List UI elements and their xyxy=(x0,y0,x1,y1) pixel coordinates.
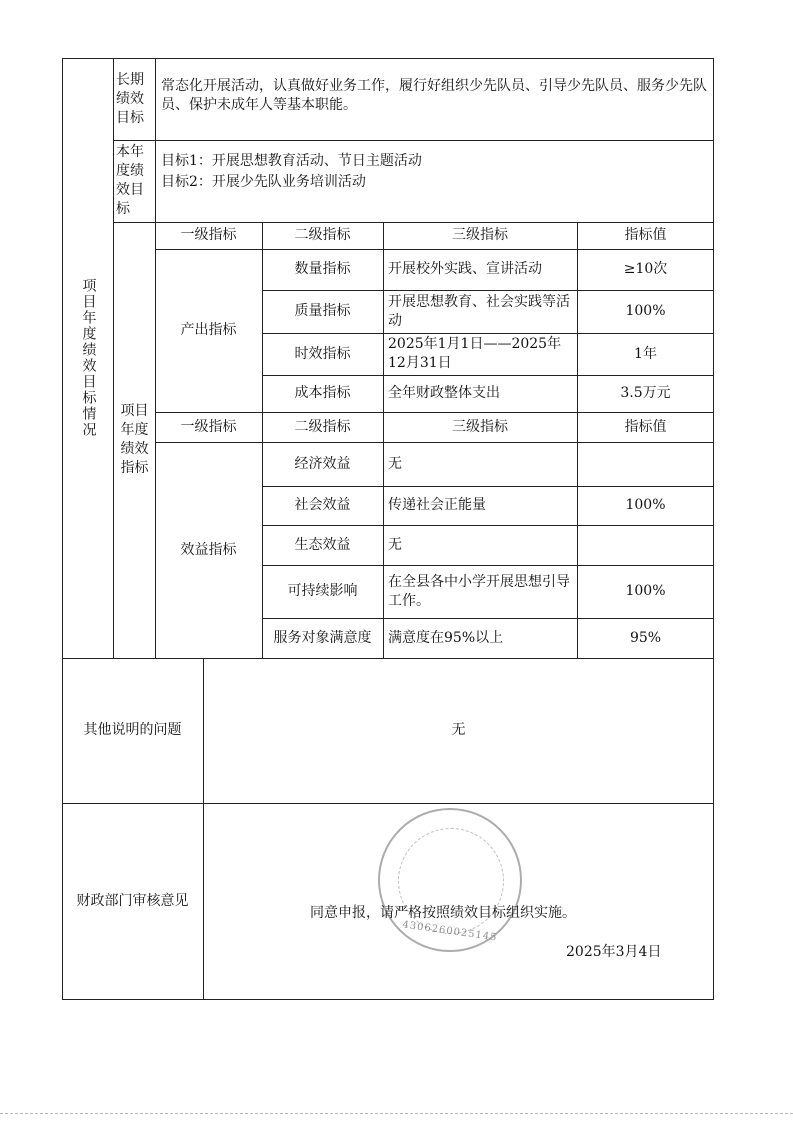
table-row-level3: 无 xyxy=(388,455,402,472)
table-row-value: 100% xyxy=(625,303,666,319)
header-level3: 三级指标 xyxy=(452,227,508,243)
divider xyxy=(113,140,714,141)
table-row-level3: 开展思想教育、社会实践等活动 xyxy=(388,293,570,329)
long-term-text: 常态化开展活动，认真做好业务工作，履行好组织少先队员、引导少先队员、服务少先队员、保护未成年人等基本职能。 xyxy=(161,78,707,113)
table-row-value: 1年 xyxy=(634,345,657,362)
section-title: 项目年度绩效目标情况 xyxy=(80,278,97,438)
satisfaction-level3: 满意度在95%以上 xyxy=(388,629,504,646)
annual-goal-2: 目标2：开展少先队业务培训活动 xyxy=(161,174,366,190)
seal-number: 4306260025145 xyxy=(401,919,499,944)
table-row-level2: 质量指标 xyxy=(294,303,351,319)
long-term-label-cell xyxy=(116,64,152,134)
finance-label: 财政部门审核意见 xyxy=(76,893,189,909)
table-row-value: 100% xyxy=(625,497,666,513)
output-level1: 产出指标 xyxy=(180,322,237,338)
satisfaction-value: 95% xyxy=(629,629,662,646)
header-value: 指标值 xyxy=(624,227,667,243)
header-level1: 一级指标 xyxy=(180,227,237,243)
table-row-level2: 可持续影响 xyxy=(287,583,358,599)
annual-label-cell xyxy=(116,144,152,218)
table-row-level3: 2025年1月1日——2025年12月31日 xyxy=(388,336,562,371)
indicators-label-cell xyxy=(114,222,155,658)
table-row-level3: 开展校外实践、宣讲活动 xyxy=(388,261,542,277)
annual-label: 本年度绩效目标 xyxy=(116,144,144,217)
header-level2: 二级指标 xyxy=(294,227,351,243)
table-row-level2: 数量指标 xyxy=(294,261,351,277)
table-row-level3: 全年财政整体支出 xyxy=(388,385,500,401)
finance-opinion: 同意申报，请严格按照绩效目标组织实施。 xyxy=(310,905,576,921)
table-row-value: 100% xyxy=(625,583,666,599)
table-row-level2: 社会效益 xyxy=(294,497,351,513)
satisfaction-level2: 服务对象满意度 xyxy=(273,629,372,646)
annual-goal-1: 目标1：开展思想教育活动、节日主题活动 xyxy=(161,153,422,169)
benefit-level1: 效益指标 xyxy=(180,541,237,558)
table-row-value xyxy=(577,442,714,486)
header-level1: 一级指标 xyxy=(180,418,237,435)
table-row-level2: 时效指标 xyxy=(294,345,351,362)
table-row-value: 3.5万元 xyxy=(620,385,671,401)
table-row-level2: 经济效益 xyxy=(294,455,351,472)
official-seal xyxy=(378,808,522,952)
table-row-level2: 成本指标 xyxy=(294,385,351,401)
long-term-label: 长期绩效目标 xyxy=(116,71,144,126)
section-title-cell xyxy=(63,58,113,658)
header-level3: 三级指标 xyxy=(452,418,508,435)
header-level2: 二级指标 xyxy=(294,418,351,435)
table-row-level3: 在全县各中小学开展思想引导工作。 xyxy=(388,573,570,609)
header-value: 指标值 xyxy=(624,418,667,435)
table-row-level2: 生态效益 xyxy=(294,536,351,553)
table-row-value xyxy=(577,525,714,565)
table-row-value: ≥10次 xyxy=(623,261,668,277)
finance-date: 2025年3月4日 xyxy=(566,944,662,960)
page-edge-line xyxy=(0,1113,793,1114)
other-value: 无 xyxy=(451,722,466,738)
table-row-level3: 无 xyxy=(388,536,402,553)
table-row-level3: 传递社会正能量 xyxy=(388,497,486,513)
other-label: 其他说明的问题 xyxy=(83,722,182,738)
indicators-label: 项目年度绩效指标 xyxy=(120,403,149,476)
